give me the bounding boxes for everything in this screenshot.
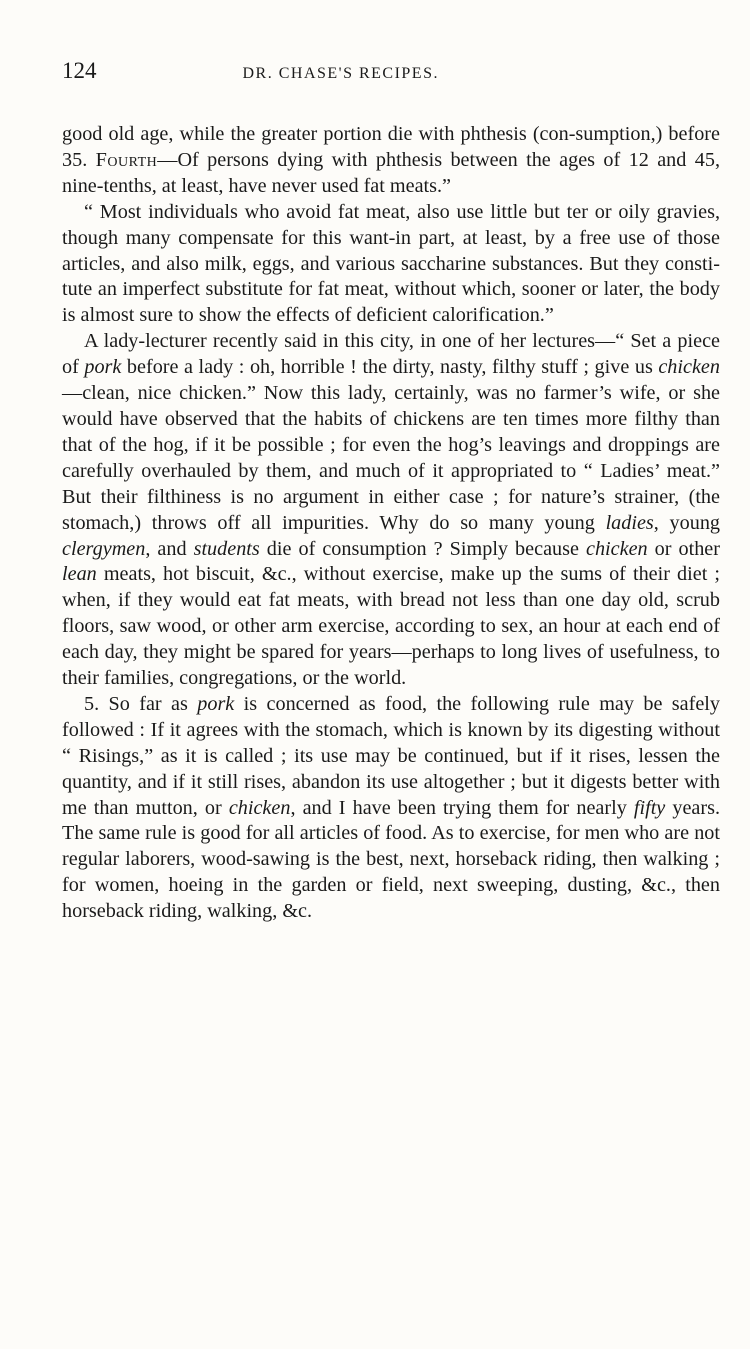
paragraph — [62, 200, 720, 330]
page-number: 124 — [62, 58, 97, 83]
italic-text: chicken — [658, 356, 720, 379]
text-run: good old age, while the greater portion die with phthesis (con-sumption,) before 35. — [62, 123, 720, 171]
paragraph — [62, 122, 720, 200]
text-run: is concerned as food, the following rule may be safely followed : If it agrees with the stomach, which is known by its digesting without “ Risings,” as it is called ; its use may be continued, but if it rises, lessen the quantity, and if it still rises, abandon its use altogether ; but it digests better with me than mutton, or — [62, 692, 720, 819]
book-page — [62, 58, 720, 925]
text-run: before a lady : oh, horrible ! the dirty, nasty, filthy stuff ; give us — [121, 356, 659, 379]
body-text — [62, 122, 720, 925]
text-run: , and — [145, 537, 194, 560]
text-run: —Of persons dying with phthesis between the ages of 12 and 45, nine-tenths, at least, have never used fat meats.” — [62, 148, 721, 197]
text-run: , young — [653, 511, 721, 534]
italic-text: chicken — [585, 537, 648, 560]
text-run: or other — [647, 537, 720, 560]
running-head: DR. CHASE'S RECIPES. — [242, 65, 439, 82]
text-run: years. The same rule is good for all articles of food. As to exercise, for men who are not regular laborers, wood-sawing is the best, next, horseback riding, then walking ; for women, hoeing in the garden or field, next sweeping, dusting, &c., then horseback riding, walking, &c. — [62, 796, 721, 923]
italic-text: fifty — [633, 796, 666, 819]
text-run: “ Most individuals who avoid fat meat, also use little but ter or oily gravies, though many compensate for this want-in part, at least, by a free use of those articles, and also milk, eggs, and various saccharine substances. But they constitute an imperfect substitute for fat meat, without which, sooner or later, the body is almost sure to show the effects of deficient calorification.” — [62, 200, 720, 327]
italic-text: lean — [62, 563, 97, 586]
italic-text: ladies — [605, 511, 654, 534]
paragraph — [62, 329, 720, 692]
italic-text: pork — [197, 692, 235, 715]
text-run: die of consumption ? Simply because — [259, 537, 586, 560]
text-run: , and I have been trying them for nearly — [290, 796, 634, 819]
text-run: —clean, nice chicken.” Now this lady, certainly, was no farmer’s wife, or she would have observed that the habits of chickens are ten times more filthy than that of the hog, if it be possible ; for even the hog’s leavings and droppings are carefully overhauled by them, and much of it appropriated to “ Ladies’ meat.” But their filthiness is no argument in either case ; for nature’s strainer, (the stomach,) throws off all impurities. Why do so many young — [62, 382, 720, 534]
italic-text: students — [193, 537, 260, 560]
paragraph — [62, 692, 720, 925]
italic-text: chicken — [228, 796, 291, 819]
smallcaps-text: Fourth — [95, 148, 158, 171]
text-run: 5. So far as — [84, 692, 198, 715]
page-header — [62, 58, 720, 88]
text-run: meats, hot biscuit, &c., without exercise, make up the sums of their diet ; when, if they would eat fat meats, with bread not less than one day old, scrub floors, saw wood, or other arm exercise, according to sex, an hour at each end of each day, they might be spared for years—perhaps to long lives of usefulness, to their families, congregations, or the world. — [62, 563, 720, 690]
text-run: A lady-lecturer recently said in this city, in one of her lectures—“ Set a piece of — [62, 330, 720, 379]
italic-text: clergymen — [62, 537, 146, 560]
italic-text: pork — [84, 356, 122, 379]
